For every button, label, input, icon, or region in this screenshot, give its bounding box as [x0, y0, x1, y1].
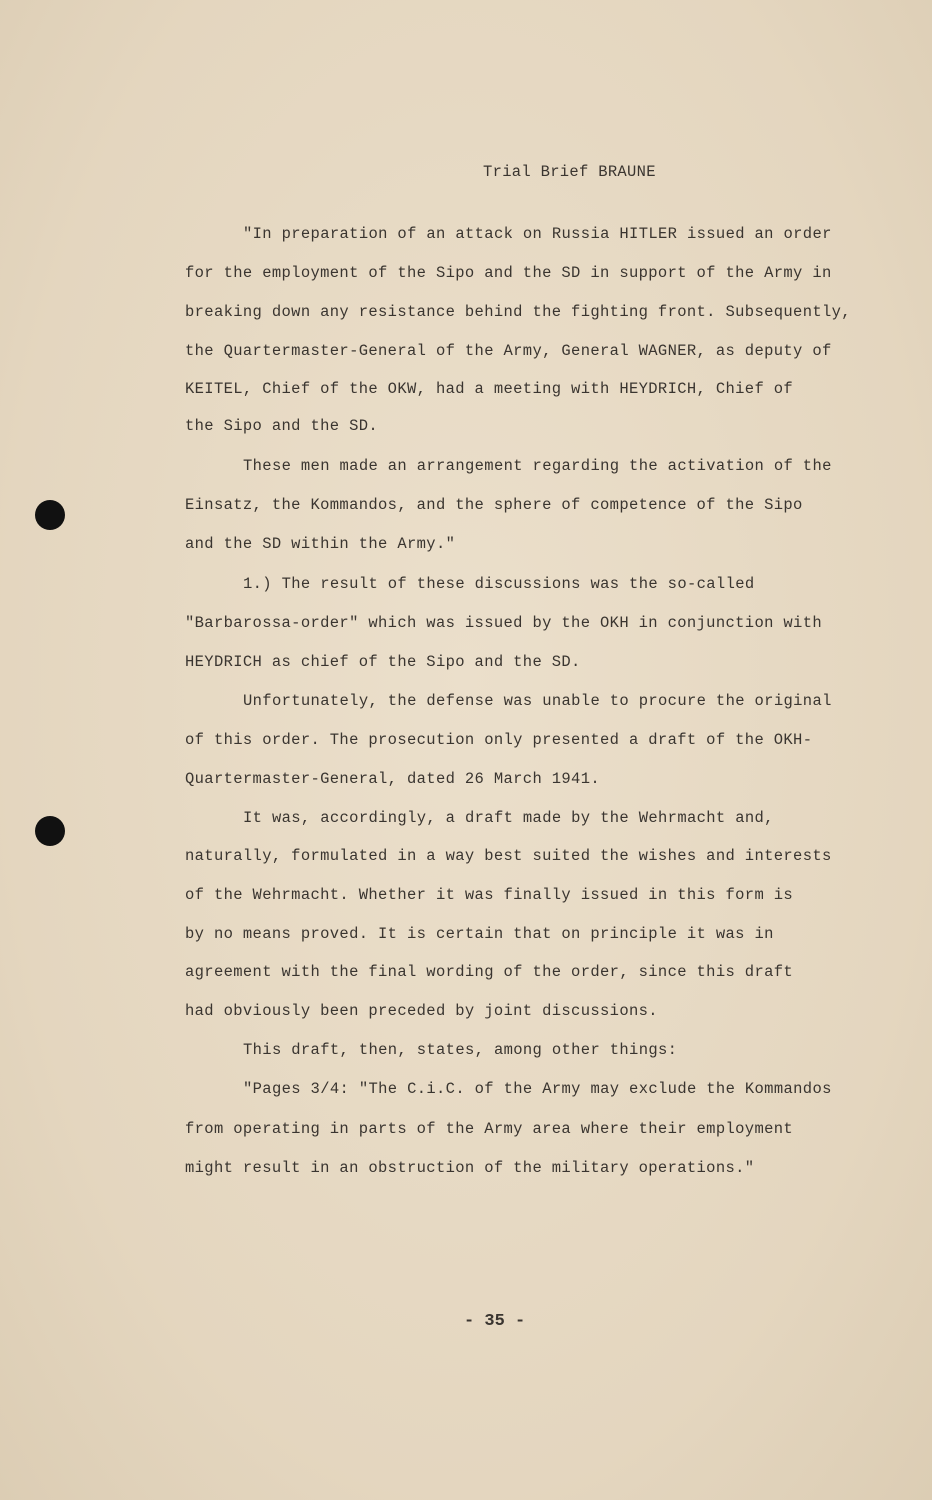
text-line: of this order. The prosecution only presented a draft of the OKH-: [185, 731, 813, 749]
text-line: by no means proved. It is certain that on principle it was in: [185, 925, 774, 943]
text-line: and the SD within the Army.": [185, 535, 456, 553]
text-line: the Quartermaster-General of the Army, General WAGNER, as deputy of: [185, 342, 832, 360]
text-line: of the Wehrmacht. Whether it was finally issued in this form is: [185, 886, 794, 904]
page-title: Trial Brief BRAUNE: [483, 163, 656, 181]
text-line: HEYDRICH as chief of the Sipo and the SD.: [185, 653, 581, 671]
text-line: naturally, formulated in a way best suited the wishes and interests: [185, 847, 832, 865]
text-line: 1.) The result of these discussions was the so-called: [243, 575, 755, 593]
page-number: - 35 -: [464, 1312, 526, 1331]
text-line: had obviously been preceded by joint discussions.: [185, 1002, 658, 1020]
punch-hole: [35, 816, 65, 846]
text-line: KEITEL, Chief of the OKW, had a meeting with HEYDRICH, Chief of: [185, 380, 794, 398]
text-line: Unfortunately, the defense was unable to procure the original: [243, 692, 832, 710]
text-line: from operating in parts of the Army area where their employment: [185, 1120, 794, 1138]
text-line: the Sipo and the SD.: [185, 417, 379, 435]
punch-hole: [35, 500, 65, 530]
text-line: "In preparation of an attack on Russia HITLER issued an order: [243, 225, 832, 243]
text-line: agreement with the final wording of the order, since this draft: [185, 963, 794, 981]
text-line: "Barbarossa-order" which was issued by the OKH in conjunction with: [185, 614, 822, 632]
text-line: Quartermaster-General, dated 26 March 1941.: [185, 770, 601, 788]
text-line: It was, accordingly, a draft made by the Wehrmacht and,: [243, 809, 774, 827]
text-line: for the employment of the Sipo and the SD in support of the Army in: [185, 264, 832, 282]
text-line: breaking down any resistance behind the fighting front. Subsequently,: [185, 303, 851, 321]
text-line: This draft, then, states, among other things:: [243, 1041, 678, 1059]
text-line: "Pages 3/4: "The C.i.C. of the Army may exclude the Kommandos: [243, 1080, 832, 1098]
text-line: might result in an obstruction of the military operations.": [185, 1159, 755, 1177]
text-line: These men made an arrangement regarding the activation of the: [243, 457, 832, 475]
text-line: Einsatz, the Kommandos, and the sphere of competence of the Sipo: [185, 496, 803, 514]
